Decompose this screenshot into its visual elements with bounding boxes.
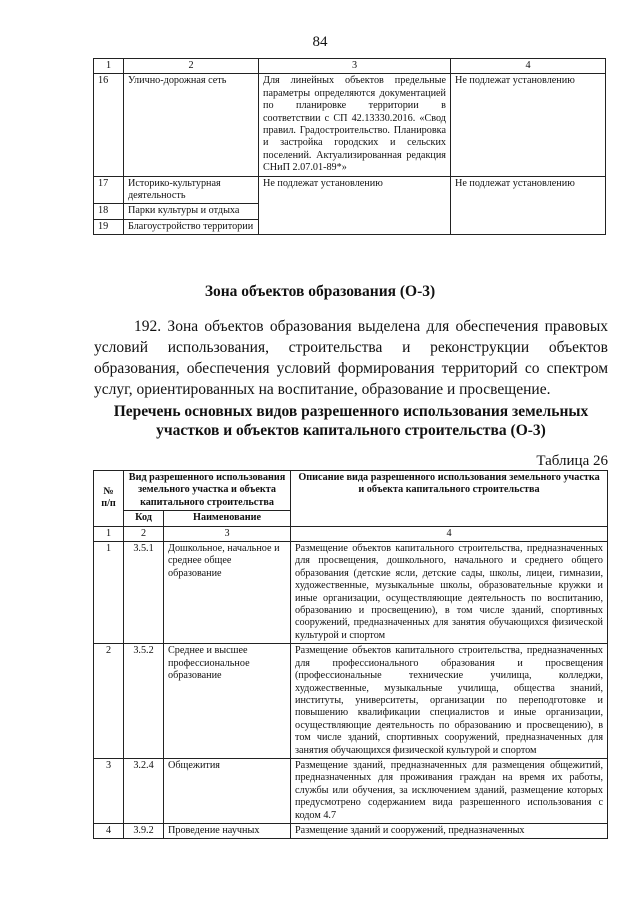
paragraph-192: 192. Зона объектов образования выделена для обеспечения правовых условий использования, строительства и реконструкции объектов образования, обеспечения условий формирования территорий со спектром услуг, ориентированных на воспитание, образование и просвещение. (94, 318, 608, 398)
row-code: 3.9.2 (124, 823, 164, 838)
table-caption: Таблица 26 (536, 453, 608, 469)
row-limit: Не подлежат установлению (451, 74, 606, 176)
row-name: Благоустройство территории (124, 219, 259, 234)
continuation-table (93, 58, 606, 235)
index-cell: 1 (94, 526, 124, 541)
merged-description: Не подлежат установлению (259, 176, 451, 235)
index-cell: 4 (291, 526, 608, 541)
row-number: 17 (94, 176, 124, 204)
header-name: Наименование (164, 511, 291, 526)
header-code: Код (124, 511, 164, 526)
row-number: 3 (94, 758, 124, 823)
row-description: Для линейных объектов предельные параметры определяются документацией по планировке территории в соответствии с СП 42.13330.2016. «Свод правил. Градостроительство. Планировка и застройка городских и сельских поселений. Актуализированная редакция СНиП 2.07.01-89*» (259, 74, 451, 176)
row-name: Общежития (164, 758, 291, 823)
header-kind: Вид разрешенного использования земельного участка и объекта капитального строительства (124, 471, 291, 511)
row-name: Парки культуры и отдыха (124, 204, 259, 219)
row-name: Среднее и высшее профессиональное образование (164, 644, 291, 759)
header-description: Описание вида разрешенного использования земельного участка и объекта капитального строительства (291, 471, 608, 527)
list-title-line: Перечень основных видов разрешенного использования земельных (113, 403, 589, 420)
header-cell: 1 (94, 59, 124, 74)
index-cell: 2 (124, 526, 164, 541)
row-number: 1 (94, 542, 124, 644)
row-number: 19 (94, 219, 124, 234)
row-name: Улично-дорожная сеть (124, 74, 259, 176)
table-row (94, 823, 608, 838)
row-name: Историко-культурная деятельность (124, 176, 259, 204)
header-cell: 3 (259, 59, 451, 74)
table-row (94, 542, 608, 644)
row-number: 4 (94, 823, 124, 838)
row-number: 16 (94, 74, 124, 176)
table-header-row (94, 59, 606, 74)
index-cell: 3 (164, 526, 291, 541)
table-index-row (94, 526, 608, 541)
row-name: Дошкольное, начальное и среднее общее образование (164, 542, 291, 644)
row-number: 2 (94, 644, 124, 759)
table-row (94, 176, 606, 204)
row-code: 3.5.1 (124, 542, 164, 644)
row-name: Проведение научных (164, 823, 291, 838)
row-description: Размещение зданий, предназначенных для размещения общежитий, предназначенных для проживания граждан на время их работы, службы или обучения, за исключением зданий, размещение которых предусмотрено содержанием вида разрешенного использования с кодом 4.7 (291, 758, 608, 823)
list-title-line: участков и объектов капитального строительства (О-3) (156, 422, 546, 439)
row-description: Размещение объектов капитального строительства, предназначенных для профессионального образования и просвещения (профессиональные технические училища, колледжи, художественные, музыкальные училища, общества знаний, институты, университеты, организации по переподготовке и повышению квалификации специалистов и иные организации, осуществляющие деятельность по образованию и просвещению), в том числе зданий, спортивных сооружений, предназначенных для занятия обучающихся физической культурой и спортом (291, 644, 608, 759)
header-cell: 4 (451, 59, 606, 74)
row-number: 18 (94, 204, 124, 219)
row-code: 3.2.4 (124, 758, 164, 823)
list-title (94, 402, 608, 440)
header-number: № п/п (94, 471, 124, 527)
merged-limit: Не подлежат установлению (451, 176, 606, 235)
page-number: 84 (312, 34, 328, 50)
table-row (94, 758, 608, 823)
row-description: Размещение объектов капитального строительства, предназначенных для просвещения, дошкольного, начального и среднего общего образования (детские ясли, детские сады, школы, лицеи, гимназии, художественные, музыкальные школы, образовательные кружки и иные организации, осуществляющие деятельность по воспитанию, образованию и просвещению), в том числе зданий, спортивных сооружений, предназначенных для занятия обучающихся физической культурой и спортом (291, 542, 608, 644)
table-header-row (94, 471, 608, 511)
table-row (94, 644, 608, 759)
table-row (94, 74, 606, 176)
row-description: Размещение зданий и сооружений, предназначенных (291, 823, 608, 838)
header-cell: 2 (124, 59, 259, 74)
zone-title: Зона объектов образования (О-3) (204, 283, 436, 300)
row-code: 3.5.2 (124, 644, 164, 759)
permitted-use-table (93, 470, 608, 839)
